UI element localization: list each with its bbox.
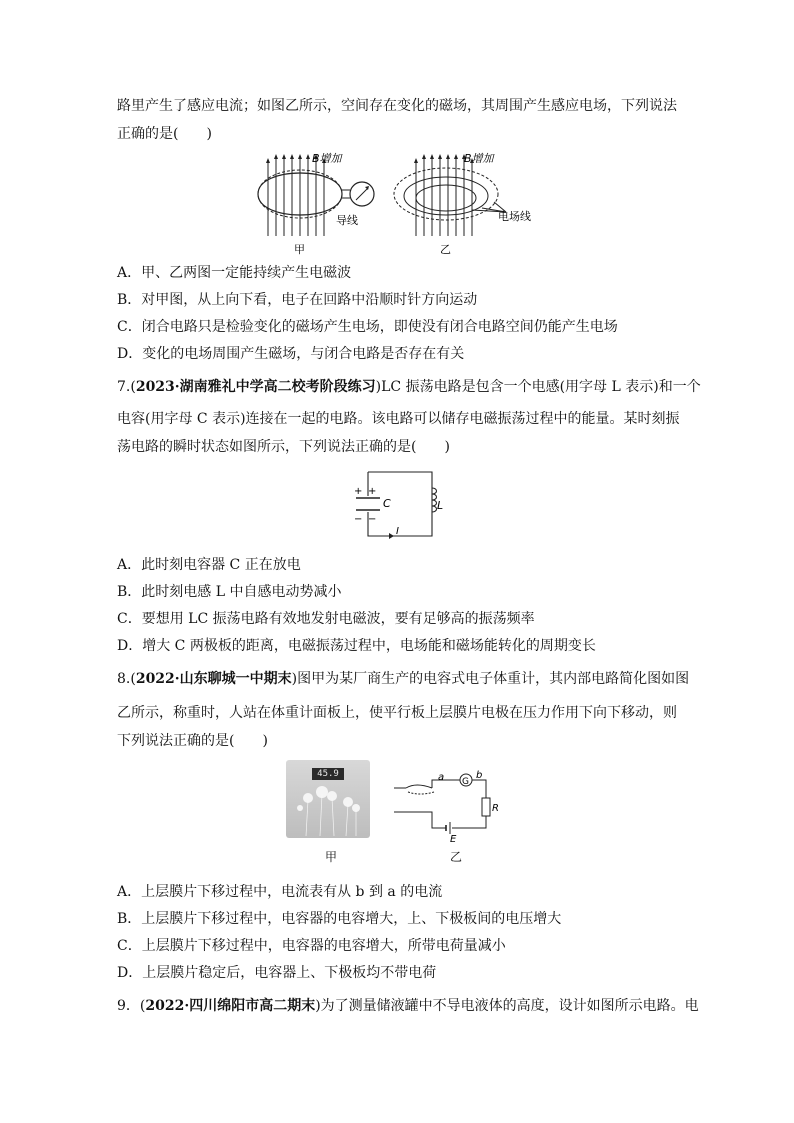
caption-jia: 甲: [294, 243, 305, 256]
q8-stem-line-1: 8.(2022·山东聊城一中期末)图甲为某厂商生产的电容式电子体重计，其内部电路简化图如图: [117, 671, 690, 687]
field-line-label: 电场线: [498, 210, 531, 223]
q7-stem-line-3: 荡电路的瞬时状态如图所示，下列说法正确的是( ): [117, 439, 450, 455]
q6-stem-line-2: 正确的是( ): [117, 126, 212, 142]
q6-option-c: C．闭合电路只是检验变化的磁场产生电场，即使没有闭合电路空间仍能产生电场: [117, 319, 618, 335]
figure-yi: [394, 152, 531, 256]
q7-option-d: D．增大 C 两极板的距离，电磁振荡过程中，电场能和磁场能转化的周期变长: [117, 638, 596, 654]
q6-option-a: A．甲、乙两图一定能持续产生电磁波: [117, 265, 352, 281]
minus-sign-1: −: [354, 514, 363, 525]
wire-label: 导线: [336, 214, 358, 227]
yi-b-label: B增加: [464, 152, 494, 165]
resistor-label: R: [492, 803, 499, 814]
inductor-label: L: [437, 499, 444, 512]
q8-stem-line-2: 乙所示，称重时，人站在体重计面板上，使平行板上层膜片电极在压力作用下向下移动，则: [117, 705, 677, 721]
q8-caption-jia: 甲: [325, 850, 338, 864]
point-a-label: a: [438, 772, 445, 783]
q8-option-b: B．上层膜片下移过程中，电容器的电容增大，上、下极板间的电压增大: [117, 911, 562, 927]
q7-source: 2023·湖南雅礼中学高二校考阶段练习: [135, 379, 376, 395]
current-label: I: [396, 526, 399, 537]
scale-circuit-figure: [392, 768, 499, 846]
q6-stem-line-1: 路里产生了感应电流；如图乙所示，空间存在变化的磁场，其周围产生感应电场，下列说法: [117, 98, 677, 114]
q8-option-c: C．上层膜片下移过程中，电容器的电容增大，所带电荷量减小: [117, 938, 506, 954]
q7-stem-line-2: 电容(用字母 C 表示)连接在一起的电路。该电路可以储存电磁振荡过程中的能量。某时刻振: [117, 411, 680, 427]
point-b-label: b: [476, 770, 483, 781]
q7-option-a: A．此时刻电容器 C 正在放电: [117, 557, 301, 573]
lc-circuit-figure: [350, 464, 450, 544]
q8-option-a: A．上层膜片下移过程中，电流表有从 b 到 a 的电流: [117, 884, 443, 900]
scale-photo: [286, 760, 370, 838]
q8-stem-line-3: 下列说法正确的是( ): [117, 733, 268, 749]
q6-option-b: B．对甲图，从上向下看，电子在回路中沿顺时针方向运动: [117, 292, 478, 308]
q8-source: 2022·山东聊城一中期末: [135, 671, 292, 687]
figure-jia: [258, 152, 374, 256]
minus-sign-2: −: [368, 514, 377, 525]
q9-stem-line-1: 9．(2022·四川绵阳市高二期末)为了测量储液罐中不导电液体的高度，设计如图所示电路。电: [117, 998, 699, 1014]
q8-option-d: D．上层膜片稳定后，电容器上、下极板均不带电荷: [117, 965, 437, 981]
q7-stem-line-1: 7.(2023·湖南雅礼中学高二校考阶段练习)LC 振荡电路是包含一个电感(用字母 L 表示)和一个: [117, 379, 701, 395]
jia-b-label: B增加: [312, 152, 342, 165]
plus-sign-2: +: [368, 486, 377, 497]
scale-display: 45.9: [312, 768, 344, 780]
plus-sign-1: +: [354, 486, 363, 497]
q9-source: 2022·四川绵阳市高二期末: [145, 998, 316, 1014]
q6-option-d: D．变化的电场周围产生磁场，与闭合电路是否存在有关: [117, 346, 465, 362]
capacitor-label: C: [383, 497, 391, 510]
dandelion-decoration: [286, 760, 370, 838]
battery-label: E: [450, 834, 457, 845]
q7-option-c: C．要想用 LC 振荡电路有效地发射电磁波，要有足够高的振荡频率: [117, 611, 535, 627]
caption-yi: 乙: [440, 243, 451, 256]
q6-figure: [250, 146, 540, 258]
galvanometer-label: G: [462, 777, 469, 787]
q8-caption-yi: 乙: [450, 850, 463, 864]
q7-option-b: B．此时刻电感 L 中自感电动势减小: [117, 584, 342, 600]
